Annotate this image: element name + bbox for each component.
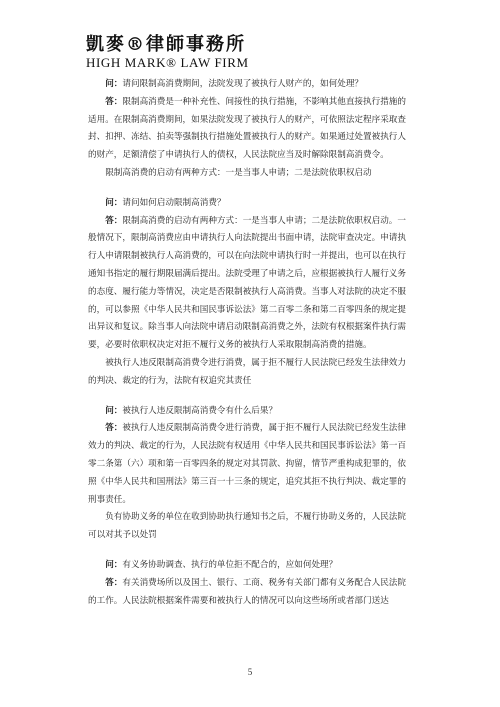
question-paragraph [88,195,412,213]
answer-tag: 答： [105,96,123,107]
question-paragraph [88,76,412,94]
question-tag: 问： [105,79,123,89]
question-text: 请问限制高消费期间，法院发现了被执行人财产的，如何处理？ [122,79,364,89]
answer-tag: 答： [105,215,123,226]
answer-paragraph [88,94,412,165]
answer-paragraph [88,575,412,611]
question-tag: 问： [105,559,123,570]
summary-paragraph: 限制高消费的启动有两种方式：一是当事人申请；二是法院依职权启动 [105,167,372,178]
question-text: 有义务协助调查、执行的单位拒不配合的，应如何处理？ [122,559,338,570]
answer-tag: 答： [105,577,123,588]
answer-text: 有关消费场所以及国土、银行、工商、税务有关部门都有义务配合人民法院的工作。人民法院根据案件需要和被执行人的情况可以向这些场所或者部门送达 [88,577,406,606]
qa-block [88,195,412,391]
question-text: 被执行人违反限制高消费令有什么后果？ [122,405,278,416]
qa-block [88,557,412,610]
question-text: 请问如何启动限制高消费？ [122,197,226,208]
question-paragraph [88,557,412,575]
document-body [88,76,412,622]
question-paragraph [88,403,412,421]
qa-block [88,76,412,183]
summary-paragraph: 负有协助义务的单位在收到协助执行通知书之后，不履行协助义务的，人民法院可以对其予以处罚 [88,512,406,541]
question-tag: 问： [105,405,123,416]
answer-paragraph [88,213,412,355]
summary-paragraph: 被执行人违反限制高消费令进行消费，属于拒不履行人民法院已经发生法律效力的判决、裁定的行为，法院有权追究其责任 [88,357,406,386]
qa-block [88,403,412,545]
answer-text: 限制高消费是一种补充性、间接性的执行措施，不影响其他直接执行措施的适用。在限制高消费期间，如果法院发现了被执行人的财产，可依照法定程序采取查封、扣押、冻结、拍卖等强制执行措施处置被执行人的财产。如果通过处置被执行人的财产，足额清偿了申请执行人的债权，人民法院应当及时解除限制高消费令。 [88,96,406,161]
question-tag: 问： [105,197,123,208]
answer-paragraph [88,420,412,509]
page-number: 5 [247,667,253,677]
law-firm-logo [86,36,306,69]
answer-text: 被执行人违反限制高消费令进行消费，属于拒不履行人民法院已经发生法律效力的判决、裁定的行为，人民法院有权适用《中华人民共和国民事诉讼法》第一百零二条第（六）项和第一百零四条的规定对其罚款、拘留，情节严重构成犯罪的，依照《中华人民共和国刑法》第三百一十三条的规定，追究其拒不执行判决、裁定罪的刑事责任。 [88,423,406,505]
answer-tag: 答： [105,423,123,434]
answer-text: 限制高消费的启动有两种方式：一是当事人申请；二是法院依职权启动。一般情况下，限制高消费应由申请执行人向法院提出书面申请，法院审查决定。申请执行人申请限制被执行人高消费的，可以在向法院申请执行时一并提出，也可以在执行通知书指定的履行期限届满后提出。法院受理了申请之后，应根据被执行人履行义务的态度、履行能力等情况，决定是否限制被执行人高消费。当事人对法院的决定不服的，可以参照《中华人民共和国民事诉讼法》第二百零二条和第二百零四条的规定提出异议和复议。除当事人向法院申请启动限制高消费之外，法院有权根据案件执行需要，必要时依职权决定对拒不履行义务的被执行人采取限制高消费的措施。 [88,215,406,351]
logo-chinese-text: 凱麥®律師事務所 [86,34,246,55]
logo-english-text: HIGH MARK® LAW FIRM [86,55,249,70]
